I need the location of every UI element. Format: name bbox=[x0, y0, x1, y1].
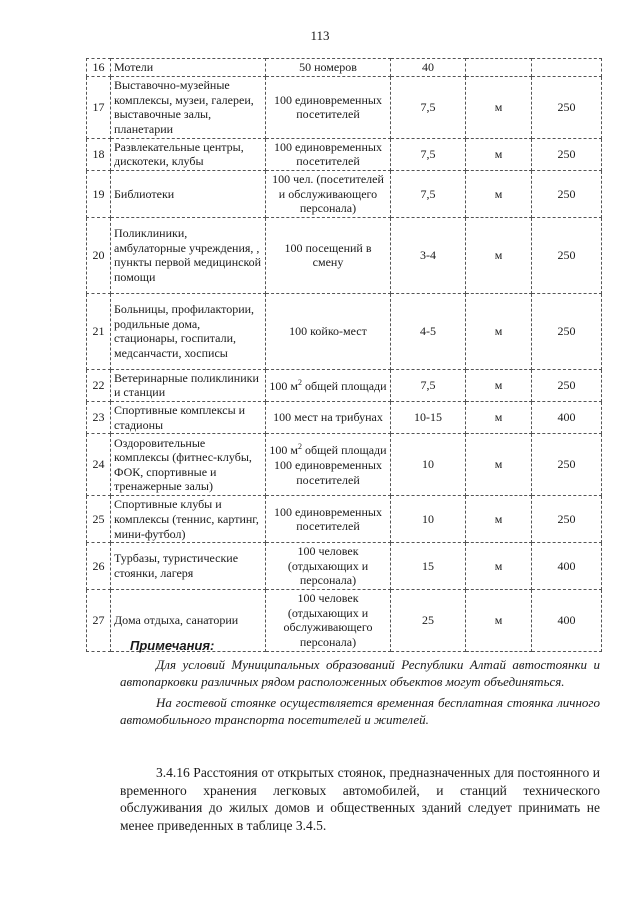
capacity-text: общей площади bbox=[301, 443, 387, 458]
page-number: 113 bbox=[310, 28, 330, 43]
parking-spaces-value: 7,5 bbox=[391, 369, 466, 401]
distance-value: 250 bbox=[532, 217, 602, 293]
parking-spaces-value: 10-15 bbox=[391, 402, 466, 434]
distance-value bbox=[532, 59, 602, 77]
parking-spaces-value: 10 bbox=[391, 496, 466, 543]
capacity-unit: 100 единовременных посетителей bbox=[266, 76, 391, 138]
distance-unit bbox=[466, 59, 532, 77]
parking-spaces-value: 3-4 bbox=[391, 217, 466, 293]
object-type: Дома отдыха, санатории bbox=[111, 590, 266, 652]
capacity-unit bbox=[266, 434, 391, 496]
parking-spaces-value: 7,5 bbox=[391, 138, 466, 170]
row-number: 21 bbox=[87, 293, 111, 369]
distance-value: 250 bbox=[532, 434, 602, 496]
notes-block bbox=[120, 638, 600, 729]
table-row bbox=[87, 76, 602, 138]
object-type: Ветеринарные поликлиники и станции bbox=[111, 369, 266, 401]
parking-spaces-value: 15 bbox=[391, 543, 466, 590]
capacity-unit: 50 номеров bbox=[266, 59, 391, 77]
distance-unit: м bbox=[466, 496, 532, 543]
row-number: 23 bbox=[87, 402, 111, 434]
parking-spaces-value: 7,5 bbox=[391, 76, 466, 138]
row-number: 18 bbox=[87, 138, 111, 170]
row-number: 27 bbox=[87, 590, 111, 652]
row-number: 20 bbox=[87, 217, 111, 293]
row-number: 22 bbox=[87, 369, 111, 401]
distance-value: 400 bbox=[532, 543, 602, 590]
parking-norms-table bbox=[86, 58, 602, 652]
distance-value: 250 bbox=[532, 496, 602, 543]
object-type: Турбазы, туристические стоянки, лагеря bbox=[111, 543, 266, 590]
table-body bbox=[87, 59, 602, 652]
object-type: Спортивные комплексы и стадионы bbox=[111, 402, 266, 434]
section-paragraph: 3.4.16 Расстояния от открытых стоянок, предназначенных для постоянного и временного хранения легковых автомобилей, и станций технического обслуживания до жилых домов и общественных зданий следует принимать не менее приведенных в таблице 3.4.5. bbox=[120, 765, 600, 833]
distance-unit: м bbox=[466, 170, 532, 217]
parking-spaces-value: 10 bbox=[391, 434, 466, 496]
table-row bbox=[87, 59, 602, 77]
distance-unit: м bbox=[466, 217, 532, 293]
parking-spaces-value: 25 bbox=[391, 590, 466, 652]
object-type: Развлекательные центры, дискотеки, клубы bbox=[111, 138, 266, 170]
note-item: Для условий Муниципальных образований Республики Алтай автостоянки и автопарковки различных рядом расположенных объектов могут объединяться. bbox=[120, 657, 600, 689]
row-number: 26 bbox=[87, 543, 111, 590]
capacity-text: общей площади bbox=[301, 378, 387, 393]
distance-unit: м bbox=[466, 369, 532, 401]
distance-value: 400 bbox=[532, 402, 602, 434]
table-row bbox=[87, 217, 602, 293]
note-item: На гостевой стоянке осуществляется временная бесплатная стоянка личного автомобильного транспорта посетителей и жителей. bbox=[120, 694, 600, 727]
table-row bbox=[87, 543, 602, 590]
distance-value: 250 bbox=[532, 76, 602, 138]
capacity-unit bbox=[266, 369, 391, 401]
distance-value: 400 bbox=[532, 590, 602, 652]
table-row bbox=[87, 138, 602, 170]
row-number: 19 bbox=[87, 170, 111, 217]
object-type: Мотели bbox=[111, 59, 266, 77]
capacity-unit: 100 мест на трибунах bbox=[266, 402, 391, 434]
capacity-unit: 100 единовременных посетителей bbox=[266, 496, 391, 543]
row-number: 24 bbox=[87, 434, 111, 496]
capacity-unit: 100 человек (отдыхающих и персонала) bbox=[266, 543, 391, 590]
distance-unit: м bbox=[466, 293, 532, 369]
distance-unit: м bbox=[466, 402, 532, 434]
distance-value: 250 bbox=[532, 369, 602, 401]
parking-spaces-value: 4-5 bbox=[391, 293, 466, 369]
parking-spaces-value: 7,5 bbox=[391, 170, 466, 217]
distance-value: 250 bbox=[532, 170, 602, 217]
capacity-text: 100 единовременных посетителей bbox=[274, 457, 382, 487]
distance-unit: м bbox=[466, 434, 532, 496]
distance-unit: м bbox=[466, 590, 532, 652]
table-row bbox=[87, 170, 602, 217]
table-row bbox=[87, 496, 602, 543]
distance-unit: м bbox=[466, 76, 532, 138]
parking-spaces-value: 40 bbox=[391, 59, 466, 77]
object-type: Спортивные клубы и комплексы (теннис, картинг, мини-футбол) bbox=[111, 496, 266, 543]
capacity-superscript: 2 bbox=[297, 442, 302, 452]
capacity-unit: 100 человек (отдыхающих и обслуживающего персонала) bbox=[266, 590, 391, 652]
distance-value: 250 bbox=[532, 138, 602, 170]
table-row bbox=[87, 434, 602, 496]
capacity-unit: 100 единовременных посетителей bbox=[266, 138, 391, 170]
table-row bbox=[87, 369, 602, 401]
distance-value: 250 bbox=[532, 293, 602, 369]
distance-unit: м bbox=[466, 543, 532, 590]
capacity-superscript: 2 bbox=[297, 377, 302, 387]
capacity-text: 100 м bbox=[269, 378, 298, 393]
capacity-unit: 100 чел. (посетителей и обслуживающего персонала) bbox=[266, 170, 391, 217]
object-type: Оздоровительные комплексы (фитнес-клубы, ФОК, спортивные и тренажерные залы) bbox=[111, 434, 266, 496]
capacity-text: 100 м bbox=[269, 443, 298, 458]
row-number: 16 bbox=[87, 59, 111, 77]
object-type: Библиотеки bbox=[111, 170, 266, 217]
table-row bbox=[87, 402, 602, 434]
object-type: Больницы, профилактории, родильные дома, стационары, госпитали, медсанчасти, хосписы bbox=[111, 293, 266, 369]
row-number: 25 bbox=[87, 496, 111, 543]
row-number: 17 bbox=[87, 76, 111, 138]
notes-title: Примечания: bbox=[130, 638, 215, 653]
table-row bbox=[87, 293, 602, 369]
object-type: Поликлиники, амбулаторные учреждения, , пункты первой медицинской помощи bbox=[111, 217, 266, 293]
object-type: Выставочно-музейные комплексы, музеи, галереи, выставочные залы, планетарии bbox=[111, 76, 266, 138]
distance-unit: м bbox=[466, 138, 532, 170]
capacity-unit: 100 койко-мест bbox=[266, 293, 391, 369]
capacity-unit: 100 посещений в смену bbox=[266, 217, 391, 293]
